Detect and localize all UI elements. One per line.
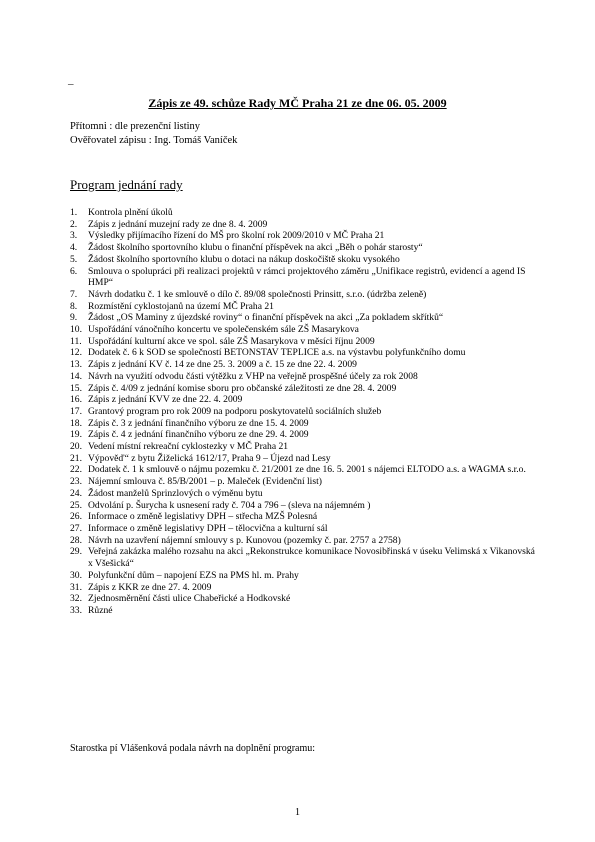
agenda-item	[70, 207, 540, 219]
agenda-item-number: 10.	[70, 324, 82, 336]
agenda-item	[70, 523, 540, 535]
closing-paragraph: Starostka pí Vlášenková podala návrh na doplnění programu:	[70, 743, 316, 754]
agenda-item-number: 18.	[70, 417, 82, 429]
agenda-item	[70, 266, 540, 289]
agenda-item	[70, 336, 540, 348]
agenda-item-text: Žádost „OS Maminy z újezdské roviny“ o finanční příspěvek na akci „Za pokladem skřítků“	[88, 312, 444, 324]
agenda-item-number: 29.	[70, 546, 82, 558]
agenda-item	[70, 406, 540, 418]
agenda-item-number: 12.	[70, 347, 82, 359]
agenda-item-text: Žádost školního sportovního klubu o dotaci na nákup doskočiště skoku vysokého	[88, 253, 400, 265]
agenda-item-text: Dodatek č. 6 k SOD se společností BETONSTAV TEPLICE a.s. na výstavbu polyfunkčního domu	[88, 347, 466, 359]
agenda-item-text: Návrh na využití odvodu části výtěžku z VHP na veřejně prospěšné účely za rok 2008	[88, 370, 418, 382]
agenda-item-number: 16.	[70, 394, 82, 406]
agenda-item-number: 8.	[70, 300, 78, 312]
verifier-line: Ověřovatel zápisu : Ing. Tomáš Vaníček	[70, 135, 238, 146]
agenda-item	[70, 464, 540, 476]
agenda-item-number: 25.	[70, 499, 82, 511]
agenda-item-text: Žádost školního sportovního klubu o finanční příspěvek na akci „Běh o pohár starosty“	[88, 242, 423, 254]
agenda-item-text: Výpověď“ z bytu Žiželická 1612/17, Praha 9 – Újezd nad Lesy	[88, 452, 331, 464]
agenda-item-text: Uspořádání kulturní akce ve spol. sále ZŠ Masarykova v měsíci říjnu 2009	[88, 335, 375, 347]
attendance-line: Přítomni : dle prezenční listiny	[70, 121, 201, 132]
agenda-item-text: Zápis z jednání KV č. 14 ze dne 25. 3. 2009 a č. 15 ze dne 22. 4. 2009	[88, 359, 357, 371]
agenda-item-number: 17.	[70, 405, 82, 417]
agenda-item-number: 21.	[70, 452, 82, 464]
agenda-item-number: 1.	[70, 207, 78, 218]
agenda-item	[70, 347, 540, 359]
agenda-item-text: Dodatek č. 1 k smlouvě o nájmu pozemku č. 21/2001 ze dne 16. 5. 2001 s nájemci ELTODO a.s. a WAGMA s.r.o.	[88, 464, 526, 476]
agenda-item	[70, 324, 540, 336]
agenda-item-number: 2.	[70, 218, 78, 230]
agenda-item	[70, 383, 540, 395]
agenda-item-text: Grantový program pro rok 2009 na podporu poskytovatelů sociálních služeb	[88, 405, 382, 417]
agenda-item	[70, 371, 540, 383]
agenda-item-text: Výsledky přijímacího řízení do MŠ pro školní rok 2009/2010 v MČ Praha 21	[88, 230, 385, 242]
agenda-item	[70, 394, 540, 406]
agenda-item-text: Polyfunkční dům – napojení EZS na PMS hl. m. Prahy	[88, 569, 299, 581]
agenda-item-text: Zápis č. 3 z jednání finančního výboru ze dne 15. 4. 2009	[88, 417, 309, 429]
agenda-item-text: Návrh na uzavření nájemní smlouvy s p. Kunovou (pozemky č. par. 2757 a 2758)	[88, 534, 401, 546]
agenda-item-number: 13.	[70, 359, 82, 371]
agenda-item-text: Smlouva o spolupráci při realizaci projektů v rámci projektového záměru „Unifikace registrů, evidencí a agend IS HMP“	[88, 265, 526, 289]
agenda-item	[70, 488, 540, 500]
program-heading: Program jednání rady	[70, 177, 183, 192]
agenda-item-number: 33.	[70, 604, 82, 616]
agenda-item	[70, 500, 540, 512]
agenda-item	[70, 429, 540, 441]
agenda-item	[70, 535, 540, 547]
agenda-item-text: Odvolání p. Šurycha k usnesení rady č. 704 a 796 – (sleva na nájemném )	[88, 499, 371, 511]
agenda-item-text: Zápis z jednání muzejní rady ze dne 8. 4. 2009	[88, 218, 268, 230]
agenda-item-text: Veřejná zakázka malého rozsahu na akci „Rekonstrukce komunikace Novosibřinská v úseku Velimská x Vikanovská x Všešická“	[88, 546, 535, 570]
agenda-item-number: 27.	[70, 522, 82, 534]
agenda-item	[70, 593, 540, 605]
agenda-item-number: 5.	[70, 253, 78, 265]
agenda-item-number: 14.	[70, 370, 82, 382]
agenda-item-number: 7.	[70, 288, 78, 300]
agenda-item	[70, 242, 540, 254]
agenda-item-text: Různé	[88, 604, 113, 616]
agenda-list	[70, 207, 540, 617]
agenda-item-number: 4.	[70, 242, 78, 254]
agenda-item-number: 32.	[70, 593, 82, 605]
agenda-item-number: 20.	[70, 441, 82, 453]
agenda-item	[70, 570, 540, 582]
document-title: Zápis ze 49. schůze Rady MČ Praha 21 ze dne 06. 05. 2009	[148, 96, 447, 110]
agenda-item-number: 28.	[70, 534, 82, 546]
agenda-item	[70, 441, 540, 453]
agenda-item-text: Nájemní smlouva č. 85/B/2001 – p. Maleček (Evidenční list)	[88, 476, 322, 488]
agenda-item	[70, 605, 540, 617]
agenda-item-number: 24.	[70, 487, 82, 499]
agenda-item-number: 19.	[70, 429, 82, 441]
agenda-item-number: 30.	[70, 569, 82, 581]
agenda-item-text: Informace o změně legislativy DPH – střecha MZŠ Polesná	[88, 511, 318, 523]
agenda-item-number: 23.	[70, 476, 82, 488]
leading-dash: –	[68, 78, 74, 90]
agenda-item-text: Vedení místní rekreační cyklostezky v MČ Praha 21	[88, 441, 289, 453]
agenda-item-text: Zápis z jednání KVV ze dne 22. 4. 2009	[88, 394, 243, 406]
page-number: 1	[295, 807, 300, 818]
agenda-item-number: 9.	[70, 312, 78, 324]
agenda-item-number: 31.	[70, 581, 82, 593]
agenda-item-number: 3.	[70, 230, 78, 242]
agenda-item-text: Návrh dodatku č. 1 ke smlouvě o dílo č. 89/08 společnosti Prinsitt, s.r.o. (údržba zeleně)	[88, 288, 427, 300]
agenda-item-number: 6.	[70, 265, 78, 277]
agenda-item-text: Zápis č. 4/09 z jednání komise sboru pro občanské záležitosti ze dne 28. 4. 2009	[88, 382, 397, 394]
agenda-item-text: Kontrola plnění úkolů	[88, 207, 173, 218]
agenda-item	[70, 476, 540, 488]
agenda-item-text: Uspořádání vánočního koncertu ve společenském sále ZŠ Masarykova	[88, 324, 359, 336]
agenda-item-text: Zápis z KKR ze dne 27. 4. 2009	[88, 581, 212, 593]
agenda-item	[70, 582, 540, 594]
agenda-item-text: Informace o změně legislativy DPH – tělocvična a kulturní sál	[88, 522, 328, 534]
agenda-item-number: 26.	[70, 511, 82, 523]
agenda-item	[70, 453, 540, 465]
agenda-item-text: Žádost manželů Sprinzlových o výměnu bytu	[88, 487, 263, 499]
agenda-item	[70, 511, 540, 523]
agenda-item	[70, 301, 540, 313]
agenda-item-text: Rozmístění cyklostojanů na území MČ Praha 21	[88, 300, 274, 312]
agenda-item-number: 11.	[70, 335, 82, 347]
agenda-item	[70, 219, 540, 231]
agenda-item-number: 15.	[70, 382, 82, 394]
agenda-item	[70, 418, 540, 430]
agenda-item	[70, 546, 540, 569]
agenda-item-number: 22.	[70, 464, 82, 476]
agenda-item	[70, 254, 540, 266]
agenda-item	[70, 289, 540, 301]
agenda-item	[70, 359, 540, 371]
agenda-item	[70, 312, 540, 324]
agenda-item-text: Zjednosměrnění části ulice Chabeřické a Hodkovské	[88, 593, 291, 605]
agenda-item-text: Zápis č. 4 z jednání finančního výboru ze dne 29. 4. 2009	[88, 429, 309, 441]
agenda-item	[70, 230, 540, 242]
